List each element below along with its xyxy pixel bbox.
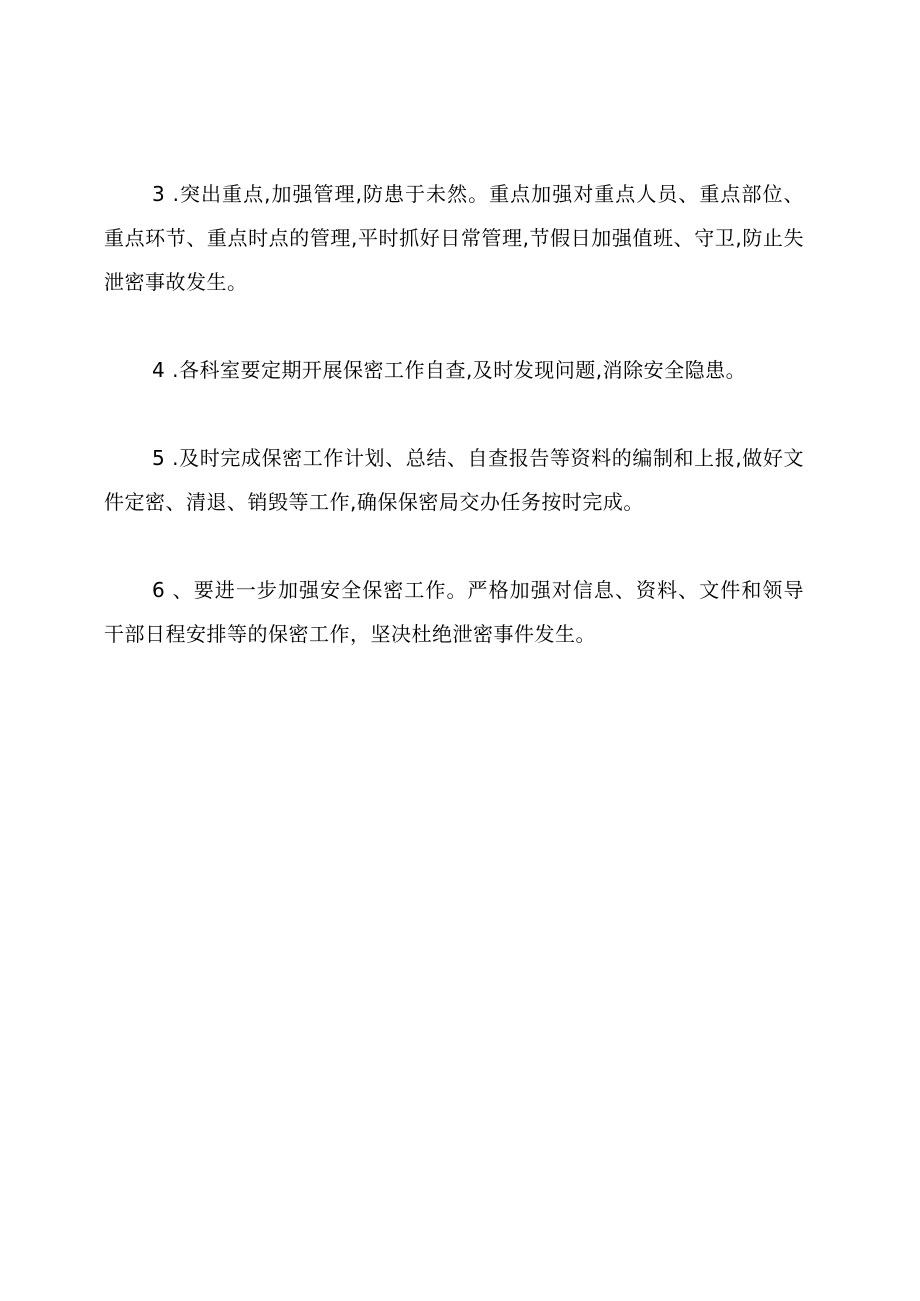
paragraph-item-3: 3 .突出重点,加强管理,防患于未然。重点加强对重点人员、重点部位、重点环节、重点时点的管理,平时抓好日常管理,节假日加强值班、守卫,防止失泄密事故发生。	[104, 182, 804, 294]
paragraph-item-4: 4 .各科室要定期开展保密工作自查,及时发现问题,消除安全隐患。	[152, 358, 747, 382]
document-body	[104, 172, 804, 656]
paragraph-item-6: 6 、要进一步加强安全保密工作。严格加强对信息、资料、文件和领导干部日程安排等的保密工作，坚决杜绝泄密事件发生。	[104, 578, 804, 646]
paragraph-item-5: 5 .及时完成保密工作计划、总结、自查报告等资料的编制和上报,做好文件定密、清退、销毁等工作,确保保密局交办任务按时完成。	[104, 446, 804, 514]
